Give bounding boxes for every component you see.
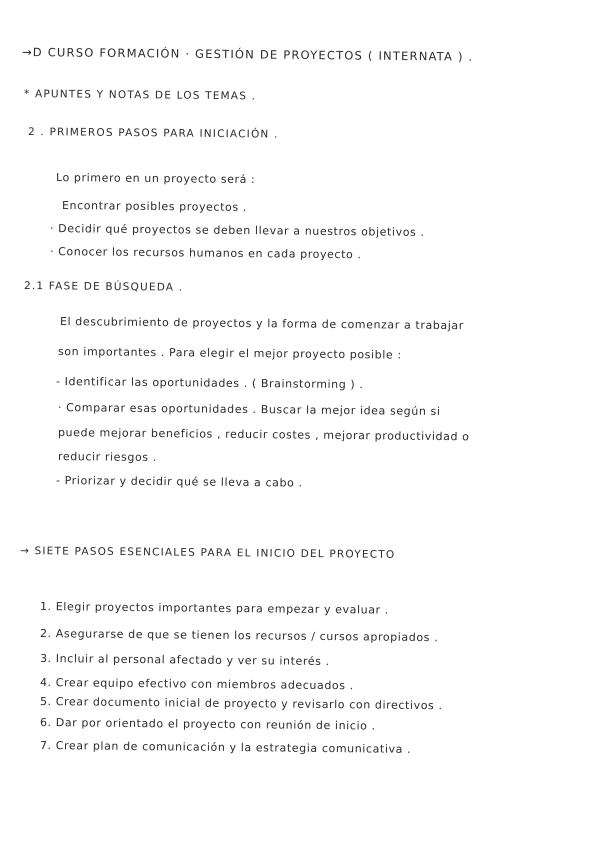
section-2-1-heading: 2.1 FASE DE BÚSQUEDA . [23,280,184,294]
section-2-heading: 2 . PRIMEROS PASOS PARA INICIACIÓN . [27,126,279,141]
intro-line: Lo primero en un proyecto será : [55,171,256,187]
bullet-b-2: · Comparar esas oportunidades . Buscar la mejor idea según si [57,401,441,419]
bullet-a-3: · Conocer los recursos humanos en cada proyecto . [49,245,362,262]
step-3: 3. Incluir al personal afectado y ver su interés . [39,652,330,669]
paragraph-line-2: son importantes . Para elegir el mejor proyecto posible : [57,345,402,362]
step-6: 6. Dar por orientado el proyecto con reunión de inicio . [39,716,376,733]
notes-subtitle: * APUNTES Y NOTAS DE LOS TEMAS . [23,88,257,103]
step-1: 1. Elegir proyectos importantes para empezar y evaluar . [39,600,389,617]
course-title: →D CURSO FORMACIÓN · GESTIÓN DE PROYECTOS ( INTERNATA ) . [21,45,474,64]
bullet-a-2: · Decidir qué proyectos se deben llevar a nuestros objetivos . [49,222,425,239]
bullet-a-1: Encontrar posibles proyectos . [61,199,247,214]
step-7: 7. Crear plan de comunicación y la estrategia comunicativa . [39,739,412,756]
steps-heading: → SIETE PASOS ESENCIALES PARA EL INICIO DEL PROYECTO [19,545,396,561]
bullet-b-5: - Priorizar y decidir qué se lleva a cabo . [55,474,303,490]
bullet-b-4: reducir riesgos . [57,450,157,465]
step-4: 4. Crear equipo efectivo con miembros adecuados . [39,676,354,693]
step-2: 2. Asegurarse de que se tienen los recursos / cursos apropiados . [39,627,439,645]
bullet-b-3: puede mejorar beneficios , reducir costes , mejorar productividad o [57,426,470,444]
step-5: 5. Crear documento inicial de proyecto y revisarlo con directivos . [39,695,443,713]
bullet-b-1: - Identificar las oportunidades . ( Brainstorming ) . [55,375,364,392]
paragraph-line-1: El descubrimiento de proyectos y la forma de comenzar a trabajar [59,315,464,333]
